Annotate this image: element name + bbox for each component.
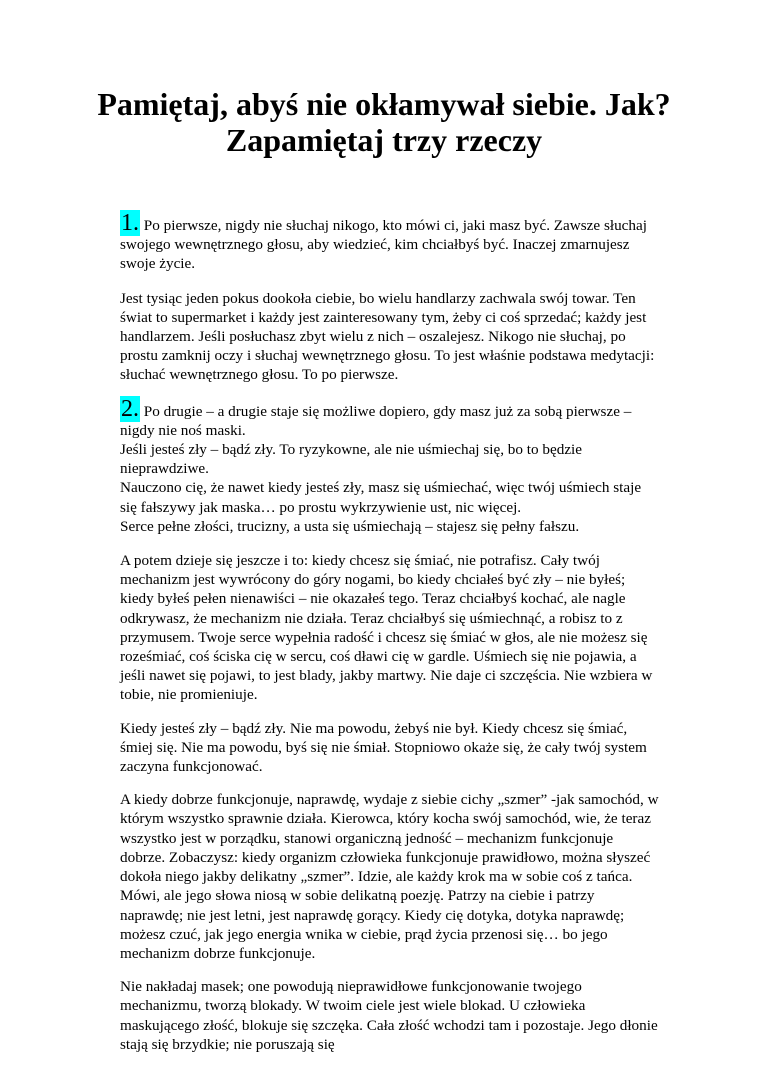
- title-line-2: Zapamiętaj trzy rzeczy: [225, 122, 543, 158]
- paragraph-1-text: Po pierwsze, nigdy nie słuchaj nikogo, kto mówi ci, jaki masz być. Zawsze słuchaj swojego wewnętrznego głosu, aby wiedzieć, kim chciałbyś być. Inaczej zmarnujesz swoje życie.: [120, 217, 647, 273]
- paragraph-6: A kiedy dobrze funkcjonuje, naprawdę, wydaje z siebie cichy „szmer” -jak samochód, w którym wszystko sprawnie działa. Kierowca, który kocha swój samochód, wie, że teraz wszystko jest w porządku, stanowi organiczną jedność – mechanizm funkcjonuje dobrze. Zobaczysz: kiedy organizm człowieka funkcjonuje prawidłowo, można słyszeć dokoła niego jakby delikatny „szmer”. Idzie, ale każdy krok ma w sobie coś z tańca. Mówi, ale jego słowa niosą w sobie delikatną poezję. Patrzy na ciebie i patrzy naprawdę; nie jest letni, jest naprawdę gorący. Kiedy cię dotyka, dotyka naprawdę; możesz czuć, jak jego energia wnika w ciebie, prąd życia przenosi się… bo jego mechanizm dobrze funkcjonuje.: [120, 791, 659, 962]
- paragraph-4: A potem dzieje się jeszcze i to: kiedy chcesz się śmiać, nie potrafisz. Cały twój mechanizm jest wywrócony do góry nogami, bo kiedy chciałeś być zły – nie byłeś; kiedy byłeś pełen nienawiści – nie okazałeś tego. Teraz chciałbyś kochać, ale nagle odkrywasz, że mechanizm nie działa. Teraz chciałbyś się uśmiechnąć, a robisz to z przymusem. Twoje serce wypełnia radość i chcesz się śmiać w głos, ale nie możesz się roześmiać, coś ściska cię w sercu, coś dławi cię w gardle. Uśmiech się nie pojawia, a jeśli nawet się pojawi, to jest blady, jakby martwy. Nie daje ci szczęścia. Nie wzbiera w tobie, nie promieniuje.: [120, 552, 653, 704]
- title-line-1: Pamiętaj, abyś nie okłamywał siebie. Jak?: [97, 86, 671, 122]
- paragraph-3-line-2: Jeśli jesteś zły – bądź zły. To ryzykowne, ale nie uśmiechaj się, bo to będzie nieprawdziwe.: [120, 441, 583, 478]
- paragraph-3-line-3: Nauczono cię, że nawet kiedy jesteś zły, masz się uśmiechać, więc twój uśmiech staje się fałszywy jak maska… po prostu wykrzywienie ust, nic więcej.: [120, 479, 642, 516]
- body-text: [120, 210, 660, 1068]
- paragraph-3-line-4: Serce pełne złości, trucizny, a usta się uśmiechają – stajesz się pełny fałszu.: [120, 517, 580, 535]
- paragraph-3: [120, 395, 660, 536]
- page-title: [60, 86, 708, 158]
- paragraph-5: Kiedy jesteś zły – bądź zły. Nie ma powodu, żebyś nie był. Kiedy chcesz się śmiać, śmiej się. Nie ma powodu, byś się nie śmiał. Stopniowo okaże się, że cały twój system zaczyna funkcjonować.: [120, 719, 647, 776]
- paragraph-1: [120, 210, 660, 274]
- number-2-highlight: 2.: [121, 395, 139, 422]
- number-1-highlight: 1.: [121, 210, 139, 236]
- paragraph-7: Nie nakładaj masek; one powodują nieprawidłowe funkcjonowanie twojego mechanizmu, tworzą blokady. W twoim ciele jest wiele blokad. U człowieka maskującego złość, blokuje się szczęka. Cała złość wchodzi tam i pozostaje. Jego dłonie stają się brzydkie; nie poruszają się: [120, 978, 658, 1053]
- paragraph-2: Jest tysiąc jeden pokus dookoła ciebie, bo wielu handlarzy zachwala swój towar. Ten świat to supermarket i każdy jest zainteresowany tym, żeby ci coś sprzedać; każdy jest handlarzem. Jeśli posłuchasz zbyt wielu z nich – oszalejesz. Nikogo nie słuchaj, po prostu zamknij oczy i słuchaj wewnętrznego głosu. To jest właśnie podstawa medytacji: słuchać wewnętrznego głosu. To po pierwsze.: [120, 289, 655, 384]
- paragraph-3-text: Po drugie – a drugie staje się możliwe dopiero, gdy masz już za sobą pierwsze – nigdy nie noś maski.: [120, 402, 632, 439]
